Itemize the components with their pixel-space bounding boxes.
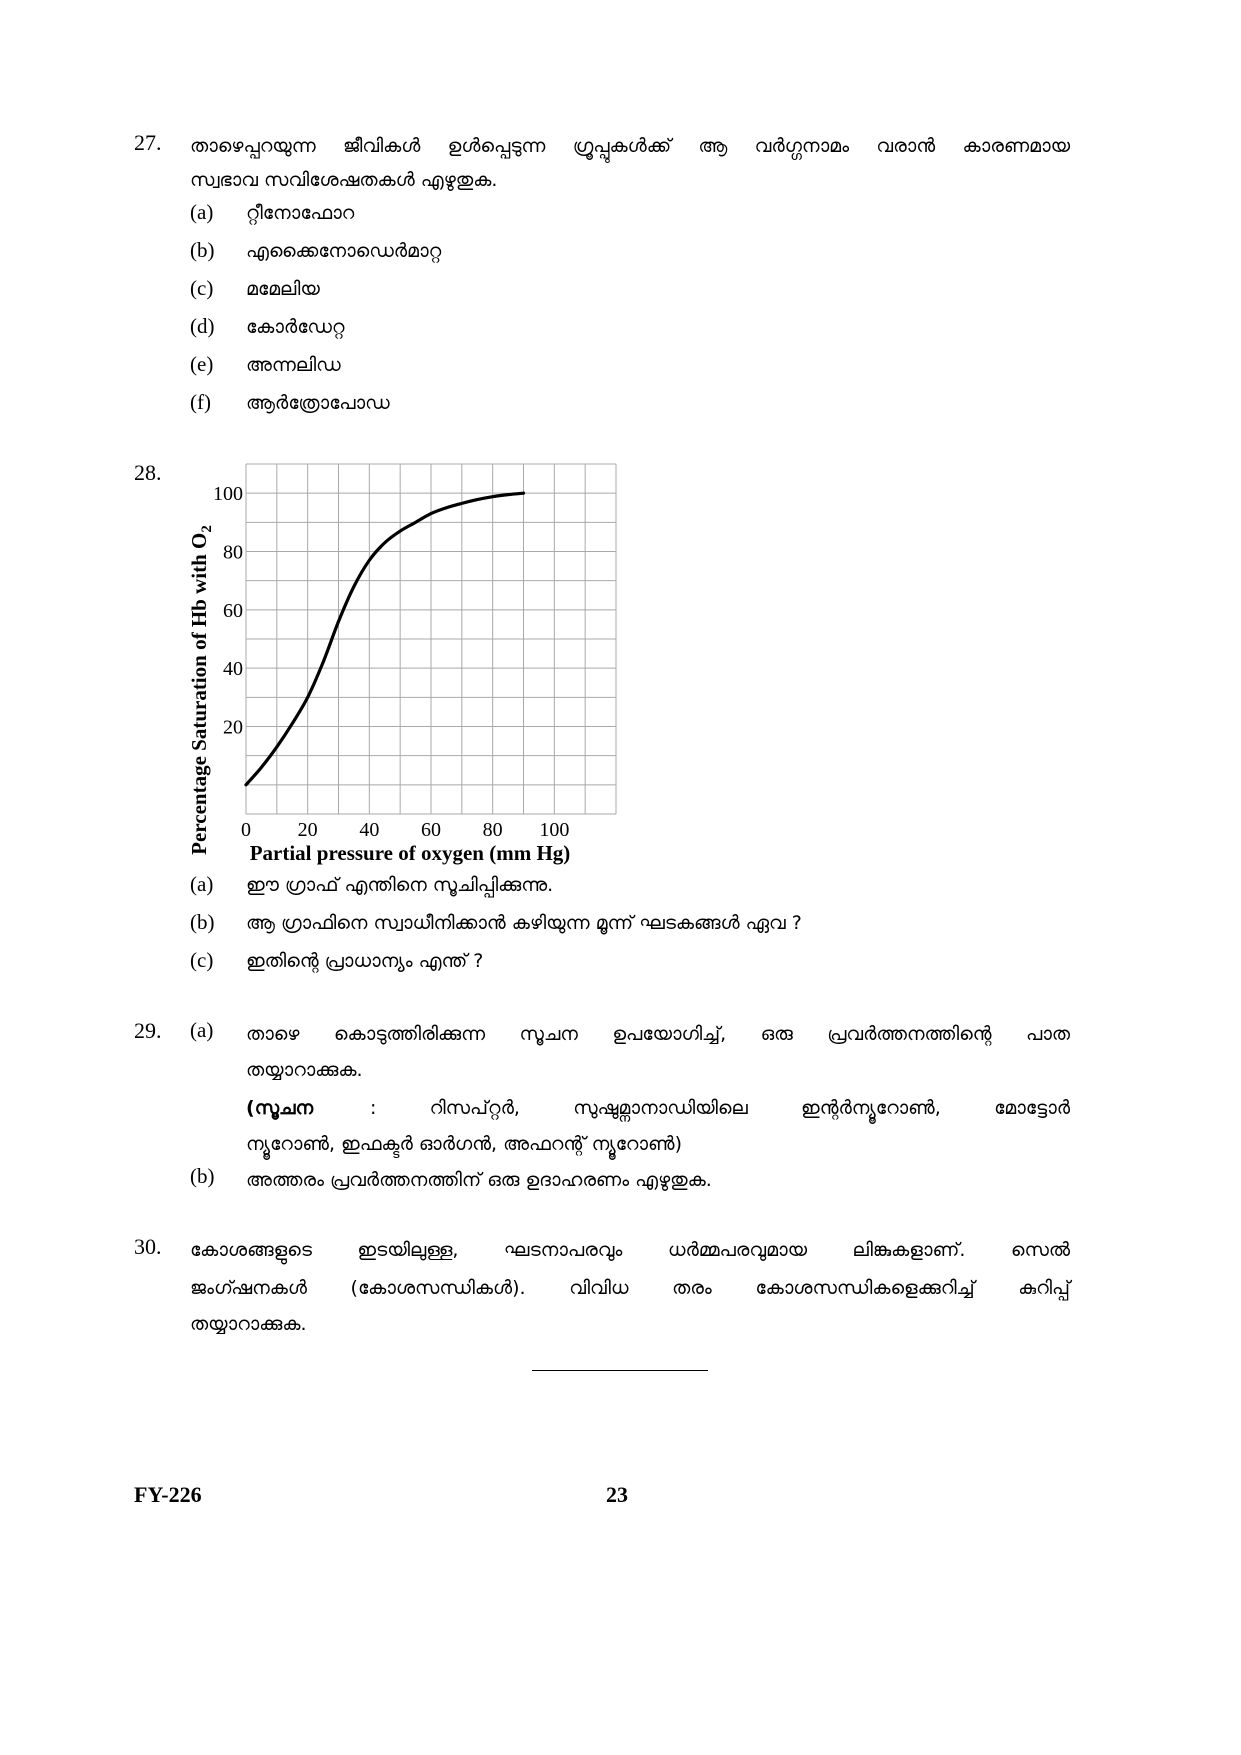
paper-code: FY-226: [134, 1482, 202, 1507]
question-number: 29.: [134, 1018, 162, 1043]
x-tick-label: 0: [241, 819, 251, 841]
x-tick-label: 100: [539, 819, 570, 841]
y-axis-label: [187, 525, 215, 855]
question-text-line: തയ്യാറാക്കുക.: [246, 1059, 363, 1081]
question-number: 28.: [134, 460, 162, 485]
item-text: ആർത്രോപോഡ: [246, 392, 390, 414]
x-tick-label: 20: [297, 819, 318, 841]
item-letter: (d): [190, 314, 215, 338]
item-letter: (a): [190, 1018, 214, 1042]
x-tick-label: 60: [421, 819, 441, 841]
item-text: ഈ ഗ്രാഫ് എന്തിനെ സൂചിപ്പിക്കുന്നു.: [246, 874, 554, 896]
item-letter: (b): [190, 1164, 215, 1188]
item-text: റ്റീനോഫോറ: [246, 202, 355, 224]
y-axis-label-main: Percentage Saturation of Hb with O: [187, 532, 211, 855]
item-letter: (c): [190, 948, 214, 972]
y-tick-label: 60: [223, 599, 243, 622]
item-letter: (b): [190, 238, 215, 262]
item-text: മമേലിയ: [246, 278, 320, 300]
question-text-line: തയ്യാറാക്കുക.: [190, 1313, 307, 1335]
oxygen-dissociation-chart: [170, 450, 640, 870]
y-tick-label: 20: [223, 716, 243, 739]
y-axis-label-subscript: 2: [199, 525, 215, 533]
hint-text-line: ന്യൂറോൺ, ഇഫക്ടർ ഓർഗൻ, അഫറന്റ് ന്യൂറോൺ): [246, 1133, 683, 1155]
question-text-line: താഴെപ്പറയുന്ന ജീവികൾ ഉൾപ്പെടുന്ന ഗ്രൂപ്പുകൾക്ക് ആ വർഗ്ഗനാമം വരാൻ കാരണമായ: [190, 135, 1070, 157]
item-letter: (f): [190, 390, 211, 414]
question-text-line: ജംഗ്ഷനകൾ (കോശസന്ധികൾ). വിവിധ തരം കോശസന്ധികളെക്കുറിച്ച് കുറിപ്പ്: [190, 1277, 1070, 1299]
end-divider: [532, 1370, 708, 1371]
question-number: 27.: [134, 130, 162, 155]
x-tick-label: 40: [359, 819, 380, 841]
y-tick-label: 100: [213, 483, 243, 506]
x-axis-label: Partial pressure of oxygen (mm Hg): [249, 841, 571, 865]
question-text-line: അത്തരം പ്രവർത്തനത്തിന് ഒരു ഉദാഹരണം എഴുതുക.: [246, 1169, 712, 1191]
item-letter: (c): [190, 276, 214, 300]
item-text: അന്നലിഡ: [246, 354, 341, 376]
y-tick-label: 80: [223, 541, 243, 564]
question-text-line: കോശങ്ങളുടെ ഇടയിലുള്ള, ഘടനാപരവും ധർമ്മപരവുമായ ലിങ്കുകളാണ്. സെൽ: [190, 1239, 1070, 1261]
question-text-line: താഴെ കൊടുത്തിരിക്കുന്ന സൂചന ഉപയോഗിച്ച്, ഒരു പ്രവർത്തനത്തിന്റെ പാത: [246, 1023, 1070, 1045]
y-tick-label: 40: [223, 658, 243, 681]
hint-label-wrap: [246, 1090, 313, 1126]
page-number: 23: [606, 1482, 628, 1507]
item-letter: (e): [190, 352, 214, 376]
question-number: 30.: [134, 1234, 162, 1259]
hint-text-line: : റിസപ്റ്റർ, സുഷുമ്നാനാഡിയിലെ ഇന്റർന്യൂറോൺ, മോട്ടോർ: [370, 1097, 1070, 1119]
item-letter: (b): [190, 910, 215, 934]
question-text-line: സ്വഭാവ സവിശേഷതകൾ എഴുതുക.: [190, 169, 498, 191]
item-text: എക്കൈനോഡെർമാറ്റ: [246, 240, 442, 262]
hint-open-paren: (: [246, 1097, 255, 1119]
x-tick-label: 80: [482, 819, 503, 841]
item-text: ആ ഗ്രാഫിനെ സ്വാധീനിക്കാൻ കഴിയുന്ന മൂന്ന് ഘടകങ്ങൾ ഏവ ?: [246, 912, 802, 934]
item-text: ഇതിന്റെ പ്രാധാന്യം എന്ത് ?: [246, 950, 484, 972]
hint-label: സൂചന: [254, 1097, 314, 1119]
item-text: കോർഡേറ്റ: [246, 316, 345, 338]
item-letter: (a): [190, 200, 214, 224]
hint-block: [246, 1090, 1070, 1126]
item-letter: (a): [190, 872, 214, 896]
